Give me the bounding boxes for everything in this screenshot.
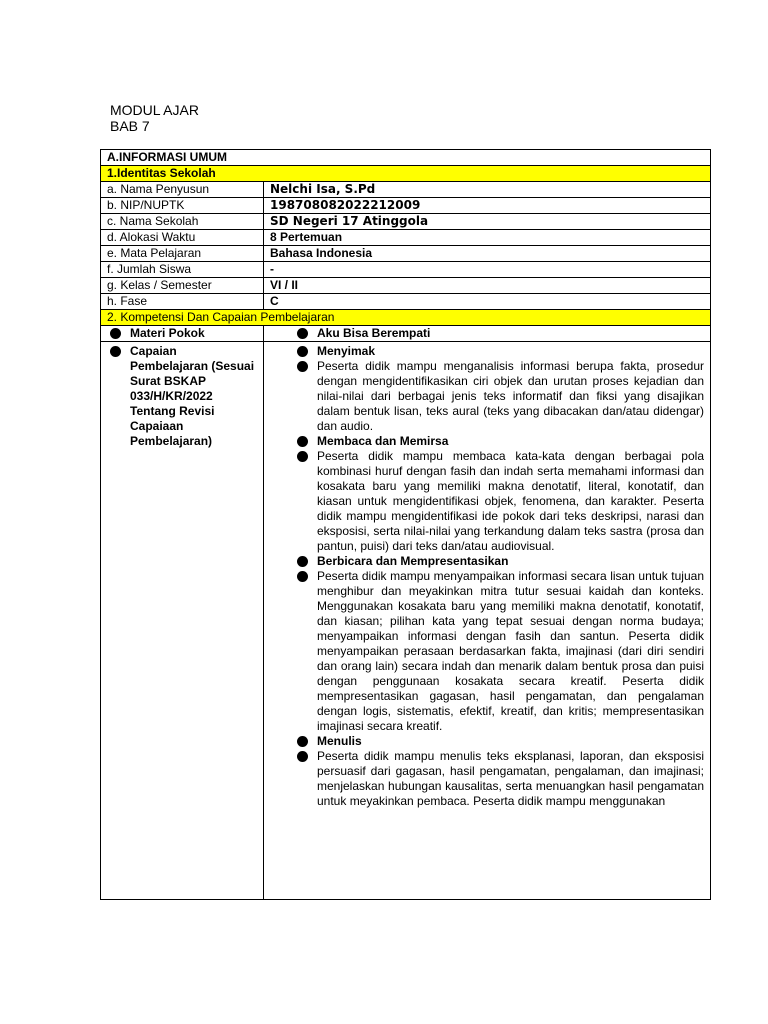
identitas-row [101, 246, 711, 262]
identitas-value: SD Negeri 17 Atinggola [264, 214, 711, 230]
identitas-label: c. Nama Sekolah [101, 214, 264, 230]
bullet-icon [297, 736, 308, 747]
item-text: Peserta didik mampu menganalisis informasi berupa fakta, prosedur dengan mengidentifikasikan ciri objek dan urutan proses kejadian dan nilai-nilai dari berbagai jenis teks informatif dan fiksi yang disajikan dalam bentuk lisan, teks aural (teks yang dibacakan dan/atau didengar) dan audio. [317, 359, 704, 433]
section-a-row [101, 150, 711, 166]
identitas-title: 1.Identitas Sekolah [101, 166, 711, 182]
capaian-row [101, 342, 711, 900]
identitas-label: e. Mata Pelajaran [101, 246, 264, 262]
identitas-label: g. Kelas / Semester [101, 278, 264, 294]
bullet-icon [110, 328, 121, 339]
identitas-row [101, 198, 711, 214]
materi-row [101, 326, 711, 342]
section-a-title: A.INFORMASI UMUM [101, 150, 711, 166]
identitas-value: - [264, 262, 711, 278]
bullet-icon [297, 361, 308, 372]
identitas-row [101, 182, 711, 198]
identitas-value: C [264, 294, 711, 310]
materi-label: Materi Pokok [130, 326, 205, 340]
identitas-label: d. Alokasi Waktu [101, 230, 264, 246]
identitas-row [101, 262, 711, 278]
identitas-label: f. Jumlah Siswa [101, 262, 264, 278]
bullet-icon [297, 556, 308, 567]
item-text: Peserta didik mampu menyampaikan informasi secara lisan untuk tujuan menghibur dan meyakinkan mitra tutur sesuai kaidah dan konteks. Menggunakan kosakata baru yang memiliki makna denotatif, konotatif, dan kiasan; pilihan kata yang tepat sesuai dengan norma budaya; menyampaikan informasi dengan fasih dan santun. Peserta didik menyampaikan perasaan berdasarkan fakta, imajinasi (dari diri sendiri dan orang lain) secara indah dan menarik dalam bentuk prosa dan puisi dengan penggunaan kosakata secara kreatif. Peserta didik mempresentasikan gagasan, hasil pengamatan, dan pengalaman dengan logis, sistematis, efektif, kreatif, dan kritis; mempresentasikan imajinasi secara kreatif. [317, 569, 704, 733]
capaian-content [270, 342, 704, 899]
identitas-value: VI / II [264, 278, 711, 294]
identitas-label: h. Fase [101, 294, 264, 310]
identitas-row [101, 294, 711, 310]
bullet-icon [297, 436, 308, 447]
identitas-header-row [101, 166, 711, 182]
bullet-icon [297, 451, 308, 462]
materi-label-cell [101, 326, 264, 342]
bullet-icon [297, 346, 308, 357]
module-table [100, 149, 711, 900]
identitas-value: 198708082022212009 [264, 198, 711, 214]
item-heading: Membaca dan Memirsa [317, 434, 449, 448]
item-heading: Menyimak [317, 344, 376, 358]
identitas-row [101, 230, 711, 246]
identitas-value: 8 Pertemuan [264, 230, 711, 246]
identitas-value: Nelchi Isa, S.Pd [264, 182, 711, 198]
bullet-icon [297, 328, 308, 339]
capaian-content-cell [264, 342, 711, 900]
materi-value: Aku Bisa Berempati [317, 326, 431, 340]
capaian-label: Capaian Pembelajaran (Sesuai Surat BSKAP 033/H/KR/2022 Tentang Revisi Capaiaan Pembelajaran) [130, 344, 255, 448]
identitas-label: a. Nama Penyusun [101, 182, 264, 198]
materi-value-cell [264, 326, 711, 342]
doc-title: MODUL AJAR [110, 102, 199, 118]
identitas-value: Bahasa Indonesia [264, 246, 711, 262]
bullet-icon [110, 346, 121, 357]
identitas-row [101, 278, 711, 294]
item-heading: Berbicara dan Mempresentasikan [317, 554, 509, 568]
capaian-label-cell [101, 342, 264, 900]
item-heading: Menulis [317, 734, 362, 748]
kompetensi-header-row [101, 310, 711, 326]
document-header [110, 102, 199, 134]
identitas-label: b. NIP/NUPTK [101, 198, 264, 214]
item-text: Peserta didik mampu membaca kata-kata dengan berbagai pola kombinasi huruf dengan fasih dan indah serta memahami informasi dan kosakata baru yang memiliki makna denotatif, literal, konotatif, dan kiasan untuk mengidentifikasi objek, fenomena, dan karakter. Peserta didik mampu mengidentifikasi ide pokok dari teks deskripsi, narasi dan eksposisi, serta nilai-nilai yang terkandung dalam teks sastra (prosa dan pantun, puisi) dari teks dan/atau audiovisual. [317, 449, 704, 553]
identitas-row [101, 214, 711, 230]
kompetensi-title: 2. Kompetensi Dan Capaian Pembelajaran [101, 310, 711, 326]
bullet-icon [297, 751, 308, 762]
bullet-icon [297, 571, 308, 582]
doc-chapter: BAB 7 [110, 118, 150, 134]
item-text: Peserta didik mampu menulis teks eksplanasi, laporan, dan eksposisi persuasif dari gagasan, hasil pengamatan, pengalaman, dan imajinasi; menjelaskan hubungan kausalitas, serta menuangkan hasil pengamatan untuk meyakinkan pembaca. Peserta didik mampu menggunakan [317, 749, 704, 808]
